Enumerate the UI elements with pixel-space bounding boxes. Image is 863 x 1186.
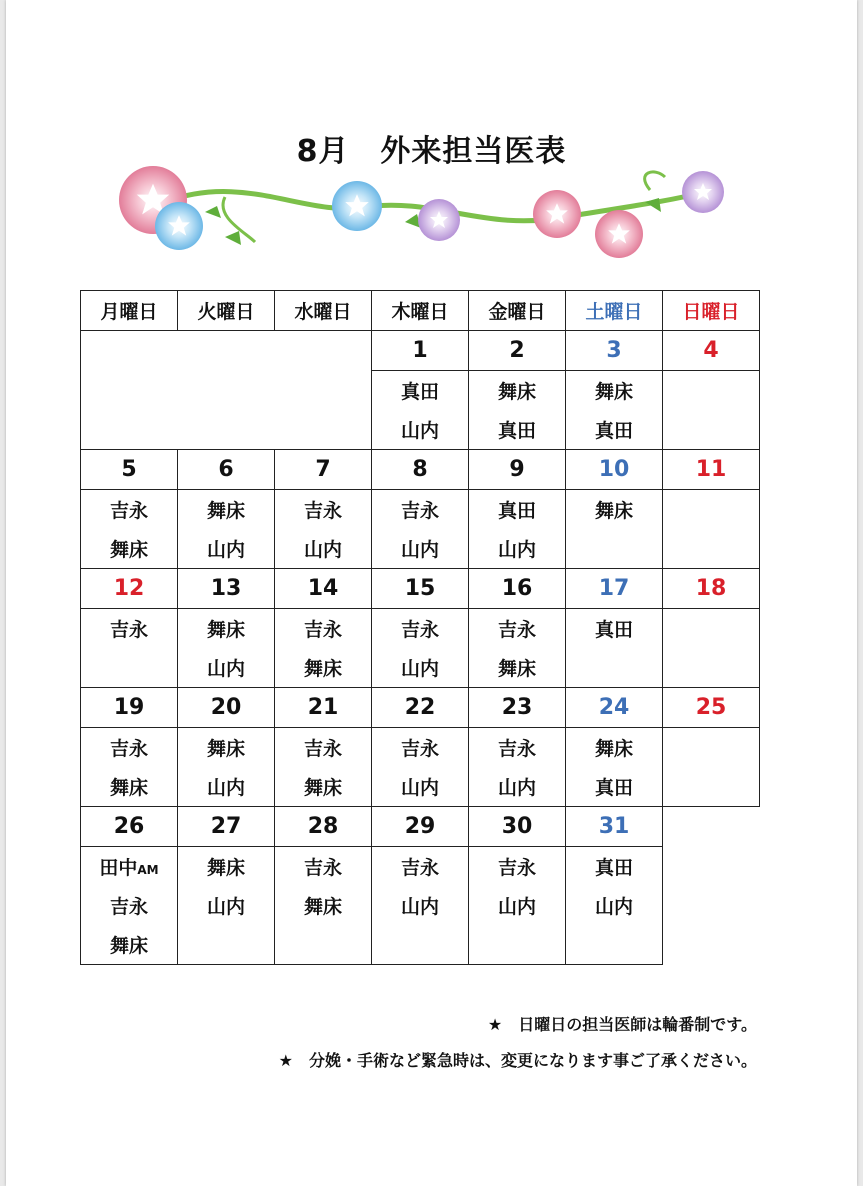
date-cell: 4 — [663, 331, 760, 371]
schedule-table — [80, 290, 760, 965]
date-cell: 24 — [566, 688, 663, 728]
date-cell: 10 — [566, 450, 663, 490]
date-cell: 17 — [566, 569, 663, 609]
doctor-row — [81, 925, 760, 965]
doctor-cell: 真田 — [469, 490, 566, 530]
doctor-row — [81, 609, 760, 649]
doctor-cell: 舞床 — [275, 886, 372, 925]
doctor-cell: 舞床 — [178, 847, 275, 887]
doctor-cell — [372, 925, 469, 965]
doctor-cell: 舞床 — [81, 529, 178, 569]
date-cell: 31 — [566, 807, 663, 847]
doctor-cell: 吉永 — [275, 847, 372, 887]
doctor-cell: 舞床 — [81, 925, 178, 965]
doctor-cell: 舞床 — [81, 767, 178, 807]
doctor-cell: 山内 — [469, 886, 566, 925]
doctor-cell: 吉永 — [275, 490, 372, 530]
doctor-cell: 舞床 — [566, 371, 663, 411]
doctor-row — [81, 648, 760, 688]
doctor-cell — [663, 371, 760, 411]
doctor-cell: 吉永 — [372, 728, 469, 768]
doctor-row — [81, 529, 760, 569]
date-row — [81, 688, 760, 728]
doctor-cell: 山内 — [372, 529, 469, 569]
notes — [279, 1012, 757, 1084]
weekday-header-sunday: 日曜日 — [663, 291, 760, 331]
doctor-cell — [275, 925, 372, 965]
doctor-cell: 吉永 — [81, 490, 178, 530]
doctor-cell: 吉永 — [372, 490, 469, 530]
doctor-cell: 吉永 — [81, 886, 178, 925]
weekday-header: 水曜日 — [275, 291, 372, 331]
date-cell: 23 — [469, 688, 566, 728]
date-cell: 22 — [372, 688, 469, 728]
date-cell: 30 — [469, 807, 566, 847]
doctor-cell — [663, 529, 760, 569]
date-cell: 29 — [372, 807, 469, 847]
date-cell: 27 — [178, 807, 275, 847]
date-row — [81, 807, 760, 847]
doctor-cell — [663, 648, 760, 688]
doctor-cell — [566, 529, 663, 569]
date-cell: 8 — [372, 450, 469, 490]
date-cell: 3 — [566, 331, 663, 371]
doctor-cell — [663, 767, 760, 807]
doctor-cell — [81, 847, 178, 887]
weekday-header-saturday: 土曜日 — [566, 291, 663, 331]
doctor-row — [81, 847, 760, 887]
doctor-cell: 舞床 — [566, 728, 663, 768]
doctor-cell: 舞床 — [566, 490, 663, 530]
doctor-cell: 山内 — [275, 529, 372, 569]
weekday-header: 火曜日 — [178, 291, 275, 331]
doctor-row — [81, 886, 760, 925]
morning-glory-decoration — [105, 162, 745, 262]
doctor-cell: 山内 — [469, 767, 566, 807]
doctor-cell: 吉永 — [275, 728, 372, 768]
am-label: AM — [137, 863, 159, 877]
date-cell: 21 — [275, 688, 372, 728]
weekday-header: 月曜日 — [81, 291, 178, 331]
date-cell: 7 — [275, 450, 372, 490]
doctor-cell: 舞床 — [178, 609, 275, 649]
doctor-cell: 吉永 — [469, 609, 566, 649]
page-title: 8月 外来担当医表 — [296, 134, 567, 169]
doctor-cell — [663, 490, 760, 530]
doctor-cell: 真田 — [469, 410, 566, 450]
doctor-name: 田中 — [99, 857, 138, 879]
date-cell: 11 — [663, 450, 760, 490]
date-cell: 5 — [81, 450, 178, 490]
date-cell: 15 — [372, 569, 469, 609]
doctor-row — [81, 490, 760, 530]
doctor-cell: 真田 — [566, 410, 663, 450]
date-row — [81, 569, 760, 609]
doctor-row — [81, 728, 760, 768]
doctor-cell — [566, 648, 663, 688]
date-cell: 6 — [178, 450, 275, 490]
date-cell: 14 — [275, 569, 372, 609]
date-cell: 2 — [469, 331, 566, 371]
doctor-cell: 山内 — [178, 886, 275, 925]
weekday-header: 木曜日 — [372, 291, 469, 331]
empty-cell — [663, 807, 760, 965]
date-cell: 12 — [81, 569, 178, 609]
date-cell: 1 — [372, 331, 469, 371]
date-cell: 25 — [663, 688, 760, 728]
date-cell: 18 — [663, 569, 760, 609]
date-cell: 28 — [275, 807, 372, 847]
date-cell: 19 — [81, 688, 178, 728]
date-cell: 13 — [178, 569, 275, 609]
date-row — [81, 450, 760, 490]
doctor-cell: 山内 — [178, 529, 275, 569]
doctor-cell: 真田 — [372, 371, 469, 411]
doctor-cell: 山内 — [372, 886, 469, 925]
doctor-cell: 舞床 — [275, 648, 372, 688]
doctor-cell — [566, 925, 663, 965]
date-cell: 9 — [469, 450, 566, 490]
date-cell: 16 — [469, 569, 566, 609]
doctor-cell: 舞床 — [469, 371, 566, 411]
doctor-cell: 山内 — [178, 767, 275, 807]
doctor-cell: 吉永 — [81, 609, 178, 649]
doctor-cell — [663, 410, 760, 450]
doctor-cell: 山内 — [469, 529, 566, 569]
date-row — [81, 331, 760, 371]
doctor-cell: 山内 — [372, 648, 469, 688]
doctor-cell: 山内 — [372, 767, 469, 807]
doctor-cell: 山内 — [178, 648, 275, 688]
doctor-cell: 吉永 — [469, 847, 566, 887]
doctor-cell: 真田 — [566, 609, 663, 649]
doctor-cell: 舞床 — [178, 490, 275, 530]
weekday-header-row — [81, 291, 760, 331]
doctor-cell: 真田 — [566, 847, 663, 887]
doctor-cell: 吉永 — [275, 609, 372, 649]
note-sunday-rotation: ★ 日曜日の担当医師は輪番制です。 — [487, 1015, 757, 1034]
weekday-header: 金曜日 — [469, 291, 566, 331]
doctor-cell — [178, 925, 275, 965]
doctor-cell: 吉永 — [81, 728, 178, 768]
date-cell: 26 — [81, 807, 178, 847]
doctor-cell: 舞床 — [178, 728, 275, 768]
doctor-cell: 舞床 — [469, 648, 566, 688]
doctor-cell — [663, 728, 760, 768]
blank-cell — [81, 331, 372, 450]
date-cell: 20 — [178, 688, 275, 728]
doctor-cell: 山内 — [566, 886, 663, 925]
doctor-cell — [469, 925, 566, 965]
doctor-cell: 吉永 — [469, 728, 566, 768]
doctor-cell — [81, 648, 178, 688]
doctor-cell: 真田 — [566, 767, 663, 807]
doctor-cell — [663, 609, 760, 649]
note-emergency-change: ★ 分娩・手術など緊急時は、変更になります事ご了承ください。 — [278, 1051, 757, 1070]
doctor-cell: 山内 — [372, 410, 469, 450]
doctor-row — [81, 767, 760, 807]
doctor-cell: 吉永 — [372, 609, 469, 649]
doctor-cell: 舞床 — [275, 767, 372, 807]
doctor-cell: 吉永 — [372, 847, 469, 887]
